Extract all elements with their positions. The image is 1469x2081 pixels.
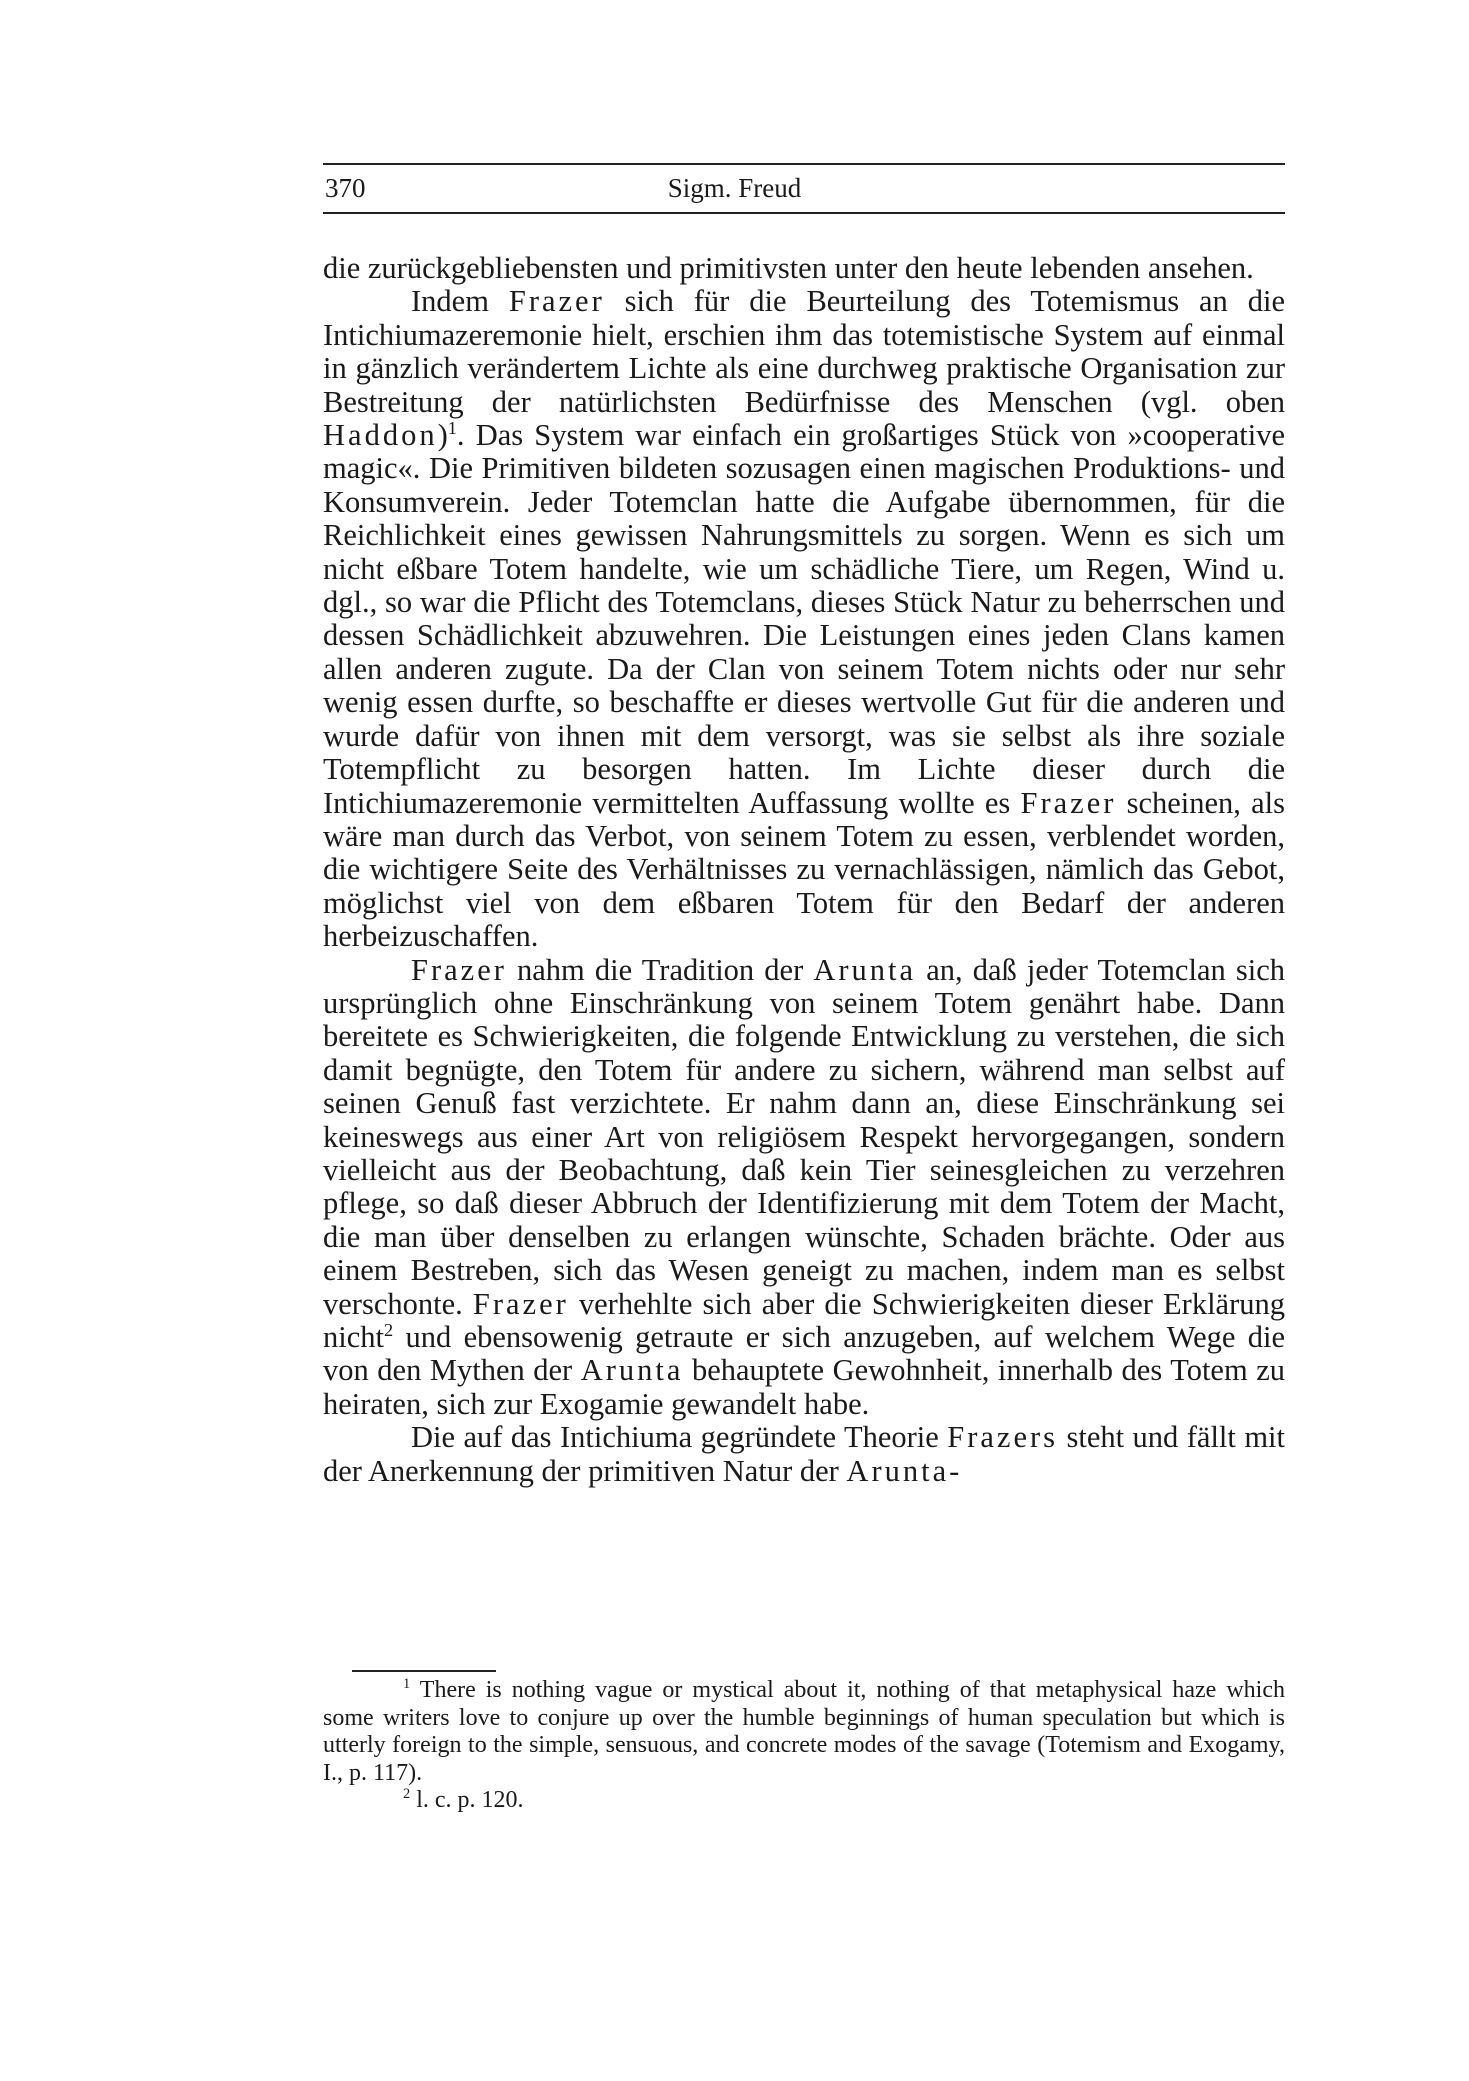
footnote-separator	[352, 1670, 496, 1672]
footnote-marker-1: 1	[403, 1676, 411, 1692]
running-head: Sigm. Freud	[667, 173, 802, 203]
tribe-name-arunta: Arunta-	[846, 1453, 963, 1488]
text-run: an, daß jeder Totemclan sich ursprünglich ohne Einschränkung von seinem Totem genährt habe. Dann bereitete es Schwierigkeiten, die folgende Entwicklung zu verstehen, die sich damit begnügte, den Totem für andere zu sichern, während man selbst auf seinen Genuß fast verzichtete. Er nahm dann an, diese Einschränkung sei keineswegs aus einer Art von religiösem Respekt hervorgegangen, sondern vielleicht aus der Beobachtung, daß kein Tier seinesgleichen zu verzehren pflege, so daß dieser Abbruch der Identifizierung mit dem Totem der Macht, die man über denselben zu erlangen wünschte, Schaden brächte. Oder aus einem Bestreben, sich das Wesen geneigt zu machen, indem man es selbst verschonte.	[323, 952, 1285, 1321]
header-rule-top	[323, 163, 1285, 165]
author-name-haddon: Haddon	[323, 418, 438, 453]
tribe-name-arunta: Arunta	[580, 1353, 684, 1388]
paragraph-2	[323, 285, 1285, 953]
text-run: Die auf das Intichiuma gegründete Theorie	[411, 1420, 948, 1455]
author-name-frazer: Frazer	[411, 952, 507, 987]
footnote-marker-2: 2	[403, 1786, 411, 1802]
header-rule-bottom	[323, 212, 1285, 214]
footnote-2	[323, 1787, 1285, 1815]
text-run: und ebensowenig getraute er sich anzugeben, auf welchem Wege die von den Mythen der	[323, 1320, 1285, 1388]
text-run: . Das System war einfach ein großartiges Stück von »cooperative magic«. Die Primitiven bildeten sozusagen einen magischen Produktions- und Konsumverein. Jeder Totemclan hatte die Aufgabe übernommen, für die Reichlichkeit eines gewissen Nahrungsmittels zu sorgen. Wenn es sich um nicht eßbare Totem handelte, wie um schädliche Tiere, um Regen, Wind u. dgl., so war die Pflicht des Totemclans, dieses Stück Natur zu beherrschen und dessen Schädlichkeit abzuwehren. Die Leistungen eines jeden Clans kamen allen anderen zugute. Da der Clan von seinem Totem nichts oder nur sehr wenig essen durfte, so beschaffte er dieses wertvolle Gut für die anderen und wurde dafür von ihnen mit dem versorgt, was sie selbst als ihre soziale Totempflicht zu besorgen hatten. Im Lichte dieser durch die Intichiumazeremonie vermittelten Auffassung wollte es	[323, 418, 1285, 820]
footnote-1	[323, 1677, 1285, 1787]
footnote-ref-1[interactable]: 1	[447, 417, 457, 438]
text-run: )	[437, 418, 448, 453]
body-text	[323, 252, 1285, 1488]
footnotes	[323, 1677, 1285, 1815]
author-name-frazers: Frazers	[947, 1420, 1059, 1455]
author-name-frazer: Frazer	[472, 1286, 569, 1321]
footnote-text-1: There is nothing vague or mystical about it, nothing of that metaphysical haze which some writers love to conjure up over the humble beginnings of human speculation but which is utterly foreign to the simple, sensuous, and concrete modes of the savage (Totemism and Exogamy, I., p. 117).	[323, 1677, 1285, 1786]
paragraph-4	[323, 1421, 1285, 1488]
footnote-ref-2[interactable]: 2	[384, 1319, 394, 1340]
text-run: behauptete Gewohnheit, innerhalb des Totem zu heiraten, sich zur Exogamie gewandelt habe.	[323, 1353, 1285, 1421]
paragraph-3	[323, 954, 1285, 1422]
author-name-frazer: Frazer	[508, 284, 605, 319]
text-run: steht und fällt mit der Anerkennung der primitiven Natur der	[323, 1420, 1285, 1488]
text-run: sich für die Beurteilung des Totemismus an die Intichiumazeremonie hielt, erschien ihm das totemistische System auf einmal in gänzlich verändertem Lichte als eine durchweg praktische Organisation zur Bestreitung der natürlichsten Bedürfnisse des Menschen (vgl. oben	[323, 284, 1286, 419]
text-run: nahm die Tradition der	[506, 952, 814, 987]
footnote-text-2: l. c. p. 120.	[410, 1787, 524, 1813]
paragraph-1: die zurückgebliebensten und primitivsten unter den heute lebenden ansehen.	[323, 251, 1254, 285]
text-run: scheinen, als wäre man durch das Verbot, von seinem Totem zu essen, verblendet worden, die wichtigere Seite des Verhältnisses zu vernachlässigen, nämlich das Gebot, möglichst viel von dem eßbaren Totem für den Bedarf der anderen herbeizuschaffen.	[323, 785, 1285, 954]
page-number: 370	[325, 173, 366, 203]
author-name-frazer: Frazer	[1020, 785, 1117, 820]
text-run: Indem	[411, 284, 509, 319]
text-run: verhehlte sich aber die Schwierigkeiten dieser Erklärung nicht	[323, 1286, 1285, 1354]
tribe-name-arunta: Arunta	[813, 952, 917, 987]
